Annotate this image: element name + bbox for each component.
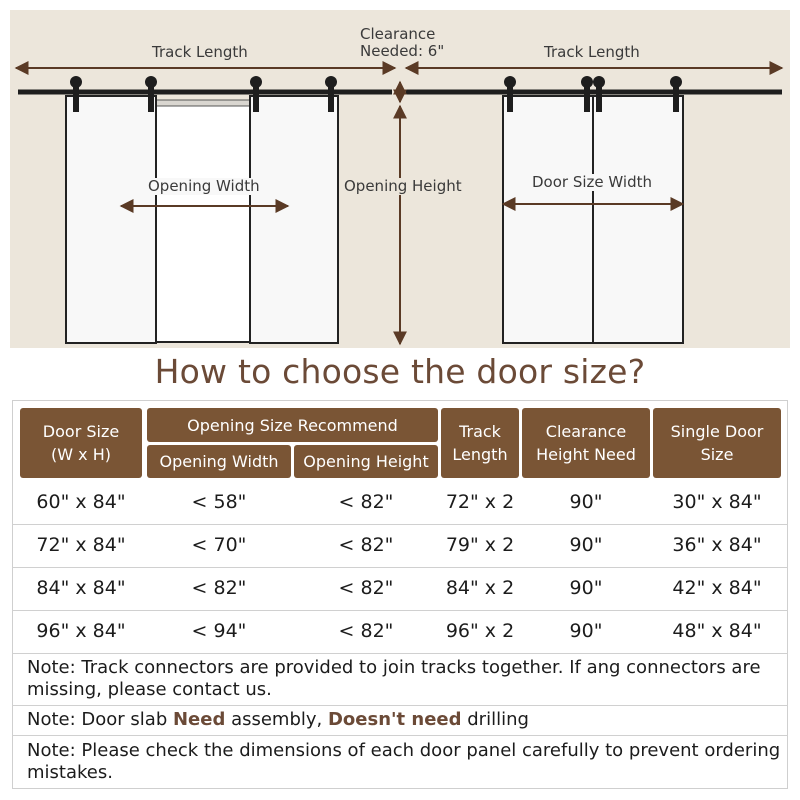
header-opening-width: Opening Width [147, 445, 291, 478]
opening-width-label: Opening Width [148, 177, 260, 195]
header-single-line1: Single Door [670, 422, 764, 441]
header-single-door-size [653, 408, 781, 478]
note-door-slab-no-drilling: Doesn't need [327, 709, 462, 730]
table-cell-door-size: 72" x 84" [36, 534, 126, 556]
table-cell-single-door: 36" x 84" [672, 534, 762, 556]
header-clearance-line1: Clearance [545, 422, 627, 441]
opening-height-label: Opening Height [344, 177, 462, 195]
barn-door-diagram [10, 10, 790, 348]
double-door-right-panel [593, 96, 683, 343]
table-cell-opening-width: < 58" [191, 491, 247, 513]
table-cell-clearance: 90" [569, 491, 603, 513]
table-cell-single-door: 42" x 84" [672, 577, 762, 599]
table-cell-door-size: 84" x 84" [36, 577, 126, 599]
header-track-length [441, 408, 519, 478]
door-size-width-label: Door Size Width [532, 173, 652, 191]
table-cell-opening-height: < 82" [338, 620, 394, 642]
track-length-left-label: Track Length [148, 44, 252, 61]
row-divider [12, 705, 788, 706]
table-cell-track-length: 72" x 2 [445, 491, 515, 513]
header-track-line1: Track [459, 422, 501, 441]
table-cell-track-length: 79" x 2 [445, 534, 515, 556]
note-door-slab-need: Need [172, 709, 226, 730]
page-title: How to choose the door size? [154, 352, 646, 391]
table-cell-door-size: 60" x 84" [36, 491, 126, 513]
row-divider [12, 653, 788, 654]
header-door-size [20, 408, 142, 478]
header-track-line2: Length [452, 445, 508, 464]
table-cell-single-door: 30" x 84" [672, 491, 762, 513]
row-divider [12, 735, 788, 736]
table-cell-track-length: 96" x 2 [445, 620, 515, 642]
table-cell-clearance: 90" [569, 620, 603, 642]
header-clearance-line2: Height Need [536, 445, 636, 464]
note-door-slab-suffix: drilling [461, 709, 529, 730]
table-cell-clearance: 90" [569, 534, 603, 556]
note-check-dimensions: Note: Please check the dimensions of each door panel carefully to prevent ordering mistakes. [27, 740, 781, 783]
table-cell-opening-width: < 82" [191, 577, 247, 599]
header-opening-height: Opening Height [294, 445, 438, 478]
header-single-line2: Size [700, 445, 734, 464]
clearance-label-line1: Clearance [360, 25, 436, 43]
table-cell-opening-height: < 82" [338, 577, 394, 599]
left-door-panel [66, 96, 156, 343]
track-length-right-label: Track Length [540, 44, 644, 61]
header-opening-size-group: Opening Size Recommend [147, 408, 438, 442]
door-opening [156, 104, 250, 342]
table-cell-opening-width: < 70" [191, 534, 247, 556]
table-cell-door-size: 96" x 84" [36, 620, 126, 642]
table-cell-clearance: 90" [569, 577, 603, 599]
table-cell-track-length: 84" x 2 [445, 577, 515, 599]
table-cell-opening-height: < 82" [338, 491, 394, 513]
header-door-size-line1: Door Size [42, 422, 120, 441]
note-track-connectors: Note: Track connectors are provided to join tracks together. If ang connectors are missing, please contact us. [27, 657, 761, 700]
double-door-left-panel [503, 96, 593, 343]
note-door-slab-prefix: Note: Door slab [27, 709, 173, 730]
header-clearance-height [522, 408, 650, 478]
table-cell-opening-width: < 94" [191, 620, 247, 642]
table-cell-opening-height: < 82" [338, 534, 394, 556]
table-cell-single-door: 48" x 84" [672, 620, 762, 642]
note-door-slab [27, 709, 787, 731]
right-door-panel [250, 96, 338, 343]
opening-header [156, 100, 250, 106]
header-door-size-line2: (W x H) [51, 445, 111, 464]
clearance-label-line2: Needed: 6" [360, 42, 445, 60]
note-door-slab-mid: assembly, [225, 709, 328, 730]
